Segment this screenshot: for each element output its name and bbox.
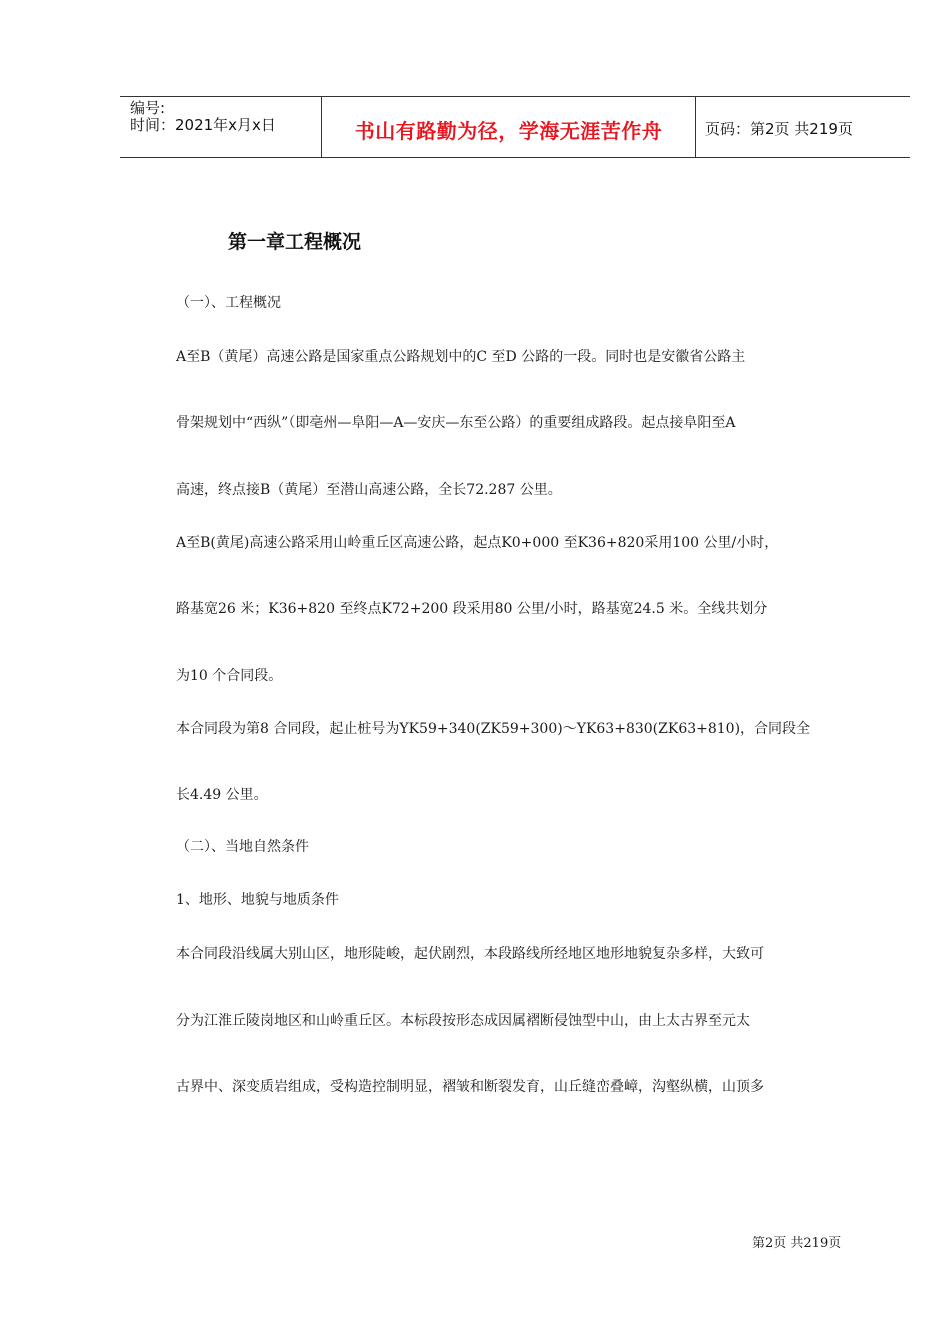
- paragraph-line: 本合同段为第8 合同段，起止桩号为YK59+340(ZK59+300)～YK63+830(ZK63+810)，合同段全: [176, 721, 811, 737]
- section-heading-2: （二）、当地自然条件: [176, 839, 309, 855]
- page-header: [120, 96, 910, 158]
- paragraph-line: A至B(黄尾)高速公路采用山岭重丘区高速公路，起点K0+000 至K36+820采用100 公里/小时，: [176, 535, 779, 551]
- paragraph-line: 路基宽26 米；K36+820 至终点K72+200 段采用80 公里/小时，路基宽24.5 米。全线共划分: [176, 601, 768, 617]
- chapter-title: 第一章工程概况: [228, 231, 362, 253]
- section-heading-1: （一）、工程概况: [176, 295, 281, 311]
- document-time-label: 时间：2021年x月x日: [130, 116, 276, 134]
- paragraph-line: 骨架规划中“西纵”（即亳州—阜阳—A—安庆—东至公路）的重要组成路段。起点接阜阳至A: [176, 415, 736, 431]
- page-footer: 第2页 共219页: [752, 1236, 842, 1251]
- paragraph-line: 为10 个合同段。: [176, 668, 283, 684]
- paragraph-line: 分为江淮丘陵岗地区和山岭重丘区。本标段按形态成因属褶断侵蚀型中山，由上太古界至元太: [176, 1013, 750, 1029]
- subsection-heading: 1、地形、地貌与地质条件: [176, 892, 339, 908]
- header-info-cell: [120, 97, 320, 157]
- paragraph-line: 本合同段沿线属大别山区，地形陡峻，起伏剧烈，本段路线所经地区地形地貌复杂多样，大致可: [176, 946, 764, 962]
- header-motto: 书山有路勤为径，学海无涯苦作舟: [354, 119, 663, 143]
- header-page-number: 页码：第2页 共219页: [705, 120, 853, 138]
- paragraph-line: A至B（黄尾）高速公路是国家重点公路规划中的C 至D 公路的一段。同时也是安徽省公路主: [176, 349, 746, 365]
- header-page-cell: [695, 97, 910, 157]
- paragraph-line: 古界中、深变质岩组成，受构造控制明显，褶皱和断裂发育，山丘缝峦叠嶂，沟壑纵横，山顶多: [176, 1079, 764, 1095]
- header-motto-cell: [321, 97, 696, 157]
- document-code-label: 编号:: [130, 99, 166, 117]
- paragraph-line: 高速，终点接B（黄尾）至潜山高速公路，全长72.287 公里。: [176, 482, 562, 498]
- paragraph-line: 长4.49 公里。: [176, 787, 268, 803]
